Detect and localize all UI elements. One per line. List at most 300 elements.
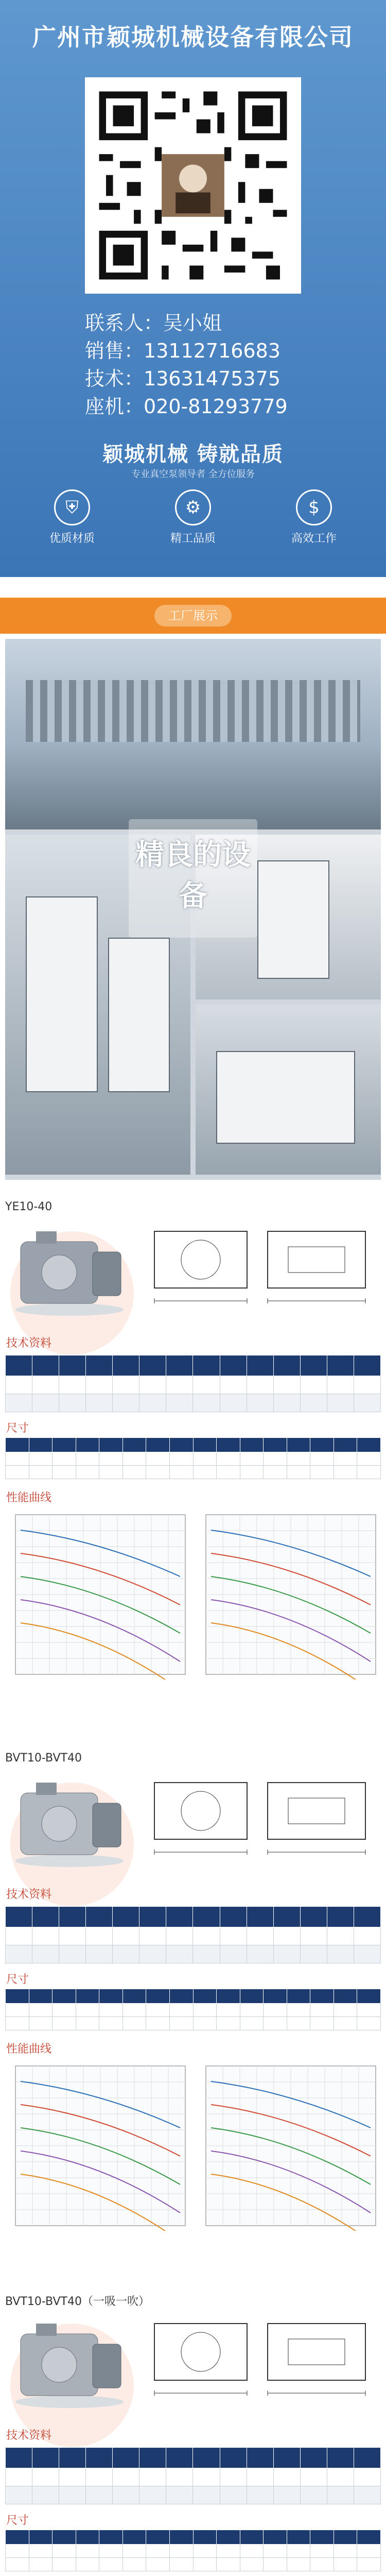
table-header-cell	[287, 2530, 310, 2545]
table-cell	[357, 2545, 381, 2558]
table-cell	[334, 2545, 357, 2558]
table-cell	[300, 1376, 327, 1394]
table-cell	[220, 2486, 247, 2504]
table-cell	[86, 2486, 113, 2504]
table-header-cell	[220, 2448, 247, 2468]
table-cell	[217, 2017, 240, 2030]
table-cell	[327, 1394, 354, 1412]
table-header-cell	[334, 1438, 357, 1452]
table-cell	[6, 1466, 29, 1479]
tech-phone[interactable]: 技术：13631475375	[85, 367, 280, 390]
table-cell	[166, 2468, 193, 2486]
table-cell	[310, 2017, 334, 2030]
table-header-cell	[122, 1989, 146, 2004]
table-cell	[113, 1376, 139, 1394]
table-row	[6, 2004, 381, 2017]
feature-material: ⛨ 优质材质	[36, 489, 108, 556]
table-cell	[220, 1945, 247, 1963]
table-cell	[76, 2545, 99, 2558]
table-header-cell	[300, 2448, 327, 2468]
table-cell	[193, 1452, 217, 1466]
table-cell	[59, 2468, 86, 2486]
table-cell	[52, 2545, 76, 2558]
table-cell	[334, 2558, 357, 2571]
table-cell	[217, 2004, 240, 2017]
feature-list	[36, 489, 350, 556]
table-cell	[32, 2468, 59, 2486]
factory-roof	[26, 680, 360, 742]
table-header-cell	[32, 1907, 59, 1927]
table-cell	[287, 2017, 310, 2030]
machine-shape	[26, 896, 98, 1092]
table-cell	[327, 2468, 354, 2486]
table-header-cell	[166, 1355, 193, 1376]
table-cell	[122, 1452, 146, 1466]
table-header-cell	[166, 1907, 193, 1927]
product-model: YE10-40	[5, 1200, 52, 1213]
table-cell	[32, 2486, 59, 2504]
table-header-cell	[217, 1438, 240, 1452]
table-cell	[122, 2545, 146, 2558]
table-header-cell	[287, 1438, 310, 1452]
table-header-cell	[334, 1989, 357, 2004]
table-cell	[310, 1452, 334, 1466]
table-cell	[354, 1927, 380, 1945]
table-header-cell	[6, 1907, 32, 1927]
table-cell	[169, 1466, 193, 1479]
machine-shape	[216, 1051, 355, 1144]
table-cell	[139, 2486, 166, 2504]
table-row	[6, 2486, 381, 2504]
gear-icon: ⚙	[175, 489, 211, 526]
table-header-cell	[139, 2448, 166, 2468]
table-cell	[240, 2017, 264, 2030]
table-cell	[220, 1394, 247, 1412]
table-header-cell	[310, 2530, 334, 2545]
table-cell	[193, 2017, 217, 2030]
feature-quality: ⚙ 精工品质	[157, 489, 229, 556]
table-cell	[169, 2545, 193, 2558]
table-header-cell	[99, 2530, 123, 2545]
table-cell	[169, 2004, 193, 2017]
factory-building-photo	[5, 639, 381, 829]
table-cell	[240, 2004, 264, 2017]
table-cell	[354, 2486, 380, 2504]
table-cell	[193, 2468, 220, 2486]
table-cell	[146, 2017, 170, 2030]
table-cell	[122, 1466, 146, 1479]
contact-person: 联系人：吴小姐	[85, 312, 222, 334]
qr-code-icon	[92, 84, 294, 286]
table-header-cell	[113, 1355, 139, 1376]
table-cell	[122, 2004, 146, 2017]
table-cell	[273, 1927, 300, 1945]
table-cell	[217, 1452, 240, 1466]
table-cell	[300, 1927, 327, 1945]
table-header-cell	[86, 2448, 113, 2468]
table-cell	[32, 1945, 59, 1963]
table-cell	[99, 1466, 123, 1479]
spec-section-title: 技术资料	[6, 2429, 52, 2442]
table-header-cell	[217, 2530, 240, 2545]
table-cell	[29, 2004, 52, 2017]
table-cell	[76, 2004, 99, 2017]
table-cell	[334, 1466, 357, 1479]
table-header-cell	[193, 1438, 217, 1452]
table-cell	[6, 2017, 29, 2030]
landline[interactable]: 座机：020-81293779	[85, 395, 288, 418]
table-header-cell	[193, 1989, 217, 2004]
table-cell	[247, 2468, 273, 2486]
table-header-cell	[86, 1355, 113, 1376]
table-cell	[139, 1927, 166, 1945]
table-header-cell	[240, 1989, 264, 2004]
table-row	[6, 2545, 381, 2558]
table-header-cell	[300, 1907, 327, 1927]
table-header-cell	[139, 1907, 166, 1927]
table-header-cell	[273, 1907, 300, 1927]
table-cell	[139, 1394, 166, 1412]
pump-image	[5, 2313, 134, 2411]
table-cell	[6, 2486, 32, 2504]
table-cell	[193, 1376, 220, 1394]
table-row	[6, 1927, 381, 1945]
table-row	[6, 2558, 381, 2571]
slogan: 颖城机械 铸就品质	[102, 443, 284, 466]
table-header-cell	[76, 1989, 99, 2004]
table-cell	[166, 1376, 193, 1394]
factory-section-title: 工厂展示	[154, 605, 232, 626]
table-header-cell	[327, 1355, 354, 1376]
table-cell	[113, 1945, 139, 1963]
table-cell	[6, 1394, 32, 1412]
table-cell	[300, 1394, 327, 1412]
table-cell	[240, 2558, 264, 2571]
table-cell	[273, 1376, 300, 1394]
table-cell	[86, 1945, 113, 1963]
table-header-cell	[354, 1907, 380, 1927]
table-cell	[169, 1452, 193, 1466]
table-cell	[193, 2545, 217, 2558]
spec-section-title: 技术资料	[6, 1337, 52, 1350]
table-cell	[6, 1945, 32, 1963]
table-header-cell	[354, 1355, 380, 1376]
table-cell	[86, 1394, 113, 1412]
table-header-cell	[273, 1355, 300, 1376]
table-header-cell	[169, 2530, 193, 2545]
table-cell	[52, 1466, 76, 1479]
table-header-cell	[264, 1438, 287, 1452]
table-cell	[6, 2468, 32, 2486]
table-cell	[327, 1927, 354, 1945]
table-header-cell	[264, 1989, 287, 2004]
table-header-cell	[334, 2530, 357, 2545]
table-cell	[146, 1452, 170, 1466]
table-cell	[357, 2017, 381, 2030]
table-cell	[6, 1452, 29, 1466]
table-header-cell	[6, 1355, 32, 1376]
factory-photos	[5, 639, 381, 1180]
table-cell	[300, 2486, 327, 2504]
table-header-cell	[99, 1989, 123, 2004]
table-header-cell	[273, 2448, 300, 2468]
table-header-cell	[310, 1438, 334, 1452]
dim-section-title: 尺寸	[6, 2514, 29, 2527]
table-cell	[146, 2558, 170, 2571]
table-cell	[220, 2468, 247, 2486]
table-header-cell	[52, 1438, 76, 1452]
table-header-cell	[166, 2448, 193, 2468]
feature-efficiency: $ 高效工作	[278, 489, 350, 556]
table-cell	[193, 1466, 217, 1479]
table-header-cell	[327, 1907, 354, 1927]
factory-section-bar	[0, 598, 386, 634]
table-cell	[86, 1376, 113, 1394]
table-header-cell	[193, 2530, 217, 2545]
slogan-sub: 专业真空泵领导者 全方位服务	[131, 469, 255, 480]
table-header-cell	[300, 1355, 327, 1376]
table-header-cell	[29, 1989, 52, 2004]
table-cell	[334, 1452, 357, 1466]
table-row	[6, 2017, 381, 2030]
table-header-cell	[86, 1907, 113, 1927]
table-cell	[193, 1394, 220, 1412]
table-cell	[300, 2468, 327, 2486]
product-model: BVT10-BVT40	[5, 1752, 82, 1765]
table-cell	[327, 2486, 354, 2504]
equipment-photo	[196, 1005, 381, 1175]
table-cell	[310, 1466, 334, 1479]
table-header-cell	[327, 2448, 354, 2468]
qr-code[interactable]	[85, 77, 301, 294]
table-cell	[273, 2468, 300, 2486]
table-cell	[52, 2017, 76, 2030]
table-row	[6, 1466, 381, 1479]
table-header-cell	[6, 1989, 29, 2004]
table-cell	[52, 2558, 76, 2571]
table-cell	[59, 1945, 86, 1963]
sales-phone[interactable]: 销售：13112716683	[85, 340, 280, 362]
dimension-drawing	[144, 2308, 381, 2416]
table-cell	[113, 1927, 139, 1945]
table-cell	[99, 2558, 123, 2571]
table-cell	[139, 2468, 166, 2486]
table-cell	[6, 2004, 29, 2017]
contact-info	[85, 309, 288, 420]
table-header-cell	[354, 2448, 380, 2468]
table-cell	[264, 2558, 287, 2571]
vacuum-pump-icon	[5, 1221, 134, 1319]
table-header-cell	[59, 2448, 86, 2468]
table-cell	[247, 1394, 273, 1412]
dimension-drawing	[144, 1216, 381, 1324]
pump-image	[5, 1221, 134, 1319]
table-cell	[32, 1927, 59, 1945]
table-cell	[29, 2017, 52, 2030]
table-header-cell	[169, 1438, 193, 1452]
table-cell	[169, 2017, 193, 2030]
table-header-cell	[6, 1438, 29, 1452]
table-header-cell	[264, 2530, 287, 2545]
equipment-overlay	[129, 819, 257, 938]
table-cell	[240, 2545, 264, 2558]
table-cell	[217, 1466, 240, 1479]
chart-section-title: 性能曲线	[6, 1492, 52, 1504]
table-header-cell	[247, 1907, 273, 1927]
table-cell	[52, 2004, 76, 2017]
table-header-cell	[122, 2530, 146, 2545]
machine-shape	[108, 938, 170, 1092]
table-cell	[287, 1466, 310, 1479]
table-cell	[146, 1466, 170, 1479]
table-cell	[310, 2545, 334, 2558]
table-cell	[240, 1452, 264, 1466]
table-cell	[139, 1945, 166, 1963]
table-cell	[76, 2017, 99, 2030]
table-cell	[169, 2558, 193, 2571]
table-header-cell	[146, 2530, 170, 2545]
table-row	[6, 2468, 381, 2486]
table-cell	[29, 2545, 52, 2558]
table-cell	[99, 2017, 123, 2030]
pump-image	[5, 1772, 134, 1870]
slogan-banner	[36, 438, 350, 562]
table-cell	[357, 2004, 381, 2017]
table-cell	[166, 1394, 193, 1412]
table-header-cell	[76, 1438, 99, 1452]
table-header-cell	[59, 1907, 86, 1927]
table-cell	[273, 1945, 300, 1963]
table-header-cell	[193, 2448, 220, 2468]
table-cell	[357, 2558, 381, 2571]
table-cell	[52, 1452, 76, 1466]
table-header-cell	[310, 1989, 334, 2004]
table-cell	[217, 2545, 240, 2558]
table-cell	[166, 1927, 193, 1945]
table-cell	[217, 2558, 240, 2571]
table-header-cell	[357, 1989, 381, 2004]
table-row	[6, 1945, 381, 1963]
table-header-cell	[113, 1907, 139, 1927]
table-header-cell	[29, 2530, 52, 2545]
spec-section-title: 技术资料	[6, 1888, 52, 1901]
table-header-cell	[99, 1438, 123, 1452]
table-header-cell	[59, 1355, 86, 1376]
table-cell	[287, 1452, 310, 1466]
table-cell	[357, 1466, 381, 1479]
table-cell	[310, 2004, 334, 2017]
table-cell	[139, 1376, 166, 1394]
table-cell	[29, 1466, 52, 1479]
table-cell	[113, 1394, 139, 1412]
table-header-cell	[240, 2530, 264, 2545]
table-cell	[264, 1452, 287, 1466]
table-cell	[122, 2558, 146, 2571]
table-header-cell	[193, 1355, 220, 1376]
table-cell	[146, 2545, 170, 2558]
performance-charts	[5, 2061, 381, 2231]
table-row	[6, 1452, 381, 1466]
table-header-cell	[6, 2530, 29, 2545]
table-cell	[193, 1927, 220, 1945]
table-header-cell	[52, 1989, 76, 2004]
table-header-cell	[169, 1989, 193, 2004]
table-cell	[113, 2486, 139, 2504]
table-header-cell	[247, 2448, 273, 2468]
table-cell	[86, 1927, 113, 1945]
header	[0, 0, 386, 577]
table-header-cell	[122, 1438, 146, 1452]
equipment-overlay-text: 精良的设备	[135, 838, 251, 913]
table-cell	[220, 1927, 247, 1945]
product-model: BVT10-BVT40（一吸一吹）	[5, 2295, 150, 2308]
table-cell	[59, 1394, 86, 1412]
table-header-cell	[6, 2448, 32, 2468]
table-cell	[193, 2004, 217, 2017]
table-cell	[220, 1376, 247, 1394]
table-cell	[193, 1945, 220, 1963]
table-cell	[166, 1945, 193, 1963]
table-cell	[59, 1927, 86, 1945]
table-cell	[29, 1452, 52, 1466]
table-cell	[264, 1466, 287, 1479]
table-header-cell	[220, 1907, 247, 1927]
table-cell	[99, 2545, 123, 2558]
table-header-cell	[247, 1355, 273, 1376]
table-cell	[86, 2468, 113, 2486]
table-header-cell	[139, 1355, 166, 1376]
table-cell	[354, 2468, 380, 2486]
table-cell	[310, 2558, 334, 2571]
company-name: 广州市颖城机械设备有限公司	[32, 23, 354, 51]
chart-section-title: 性能曲线	[6, 2043, 52, 2056]
table-header-cell	[32, 2448, 59, 2468]
table-cell	[264, 2004, 287, 2017]
table-cell	[287, 2545, 310, 2558]
table-header-cell	[217, 1989, 240, 2004]
table-header-cell	[240, 1438, 264, 1452]
table-header-cell	[287, 1989, 310, 2004]
table-cell	[59, 2486, 86, 2504]
table-cell	[166, 2486, 193, 2504]
table-cell	[264, 2545, 287, 2558]
table-cell	[287, 2004, 310, 2017]
table-cell	[6, 1927, 32, 1945]
table-cell	[247, 1927, 273, 1945]
table-cell	[247, 2486, 273, 2504]
dim-section-title: 尺寸	[6, 1973, 29, 1986]
table-cell	[264, 2017, 287, 2030]
shield-icon: ⛨	[54, 489, 90, 526]
table-header-cell	[113, 2448, 139, 2468]
dollar-icon: $	[296, 489, 332, 526]
table-cell	[193, 2486, 220, 2504]
table-cell	[76, 1452, 99, 1466]
table-header-cell	[146, 1438, 170, 1452]
table-cell	[6, 1376, 32, 1394]
table-header-cell	[146, 1989, 170, 2004]
table-cell	[334, 2017, 357, 2030]
table-header-cell	[76, 2530, 99, 2545]
dim-section-title: 尺寸	[6, 1422, 29, 1435]
table-cell	[354, 1394, 380, 1412]
table-cell	[273, 1394, 300, 1412]
table-header-cell	[52, 2530, 76, 2545]
table-header-cell	[29, 1438, 52, 1452]
table-cell	[273, 2486, 300, 2504]
table-cell	[287, 2558, 310, 2571]
table-cell	[6, 2545, 29, 2558]
